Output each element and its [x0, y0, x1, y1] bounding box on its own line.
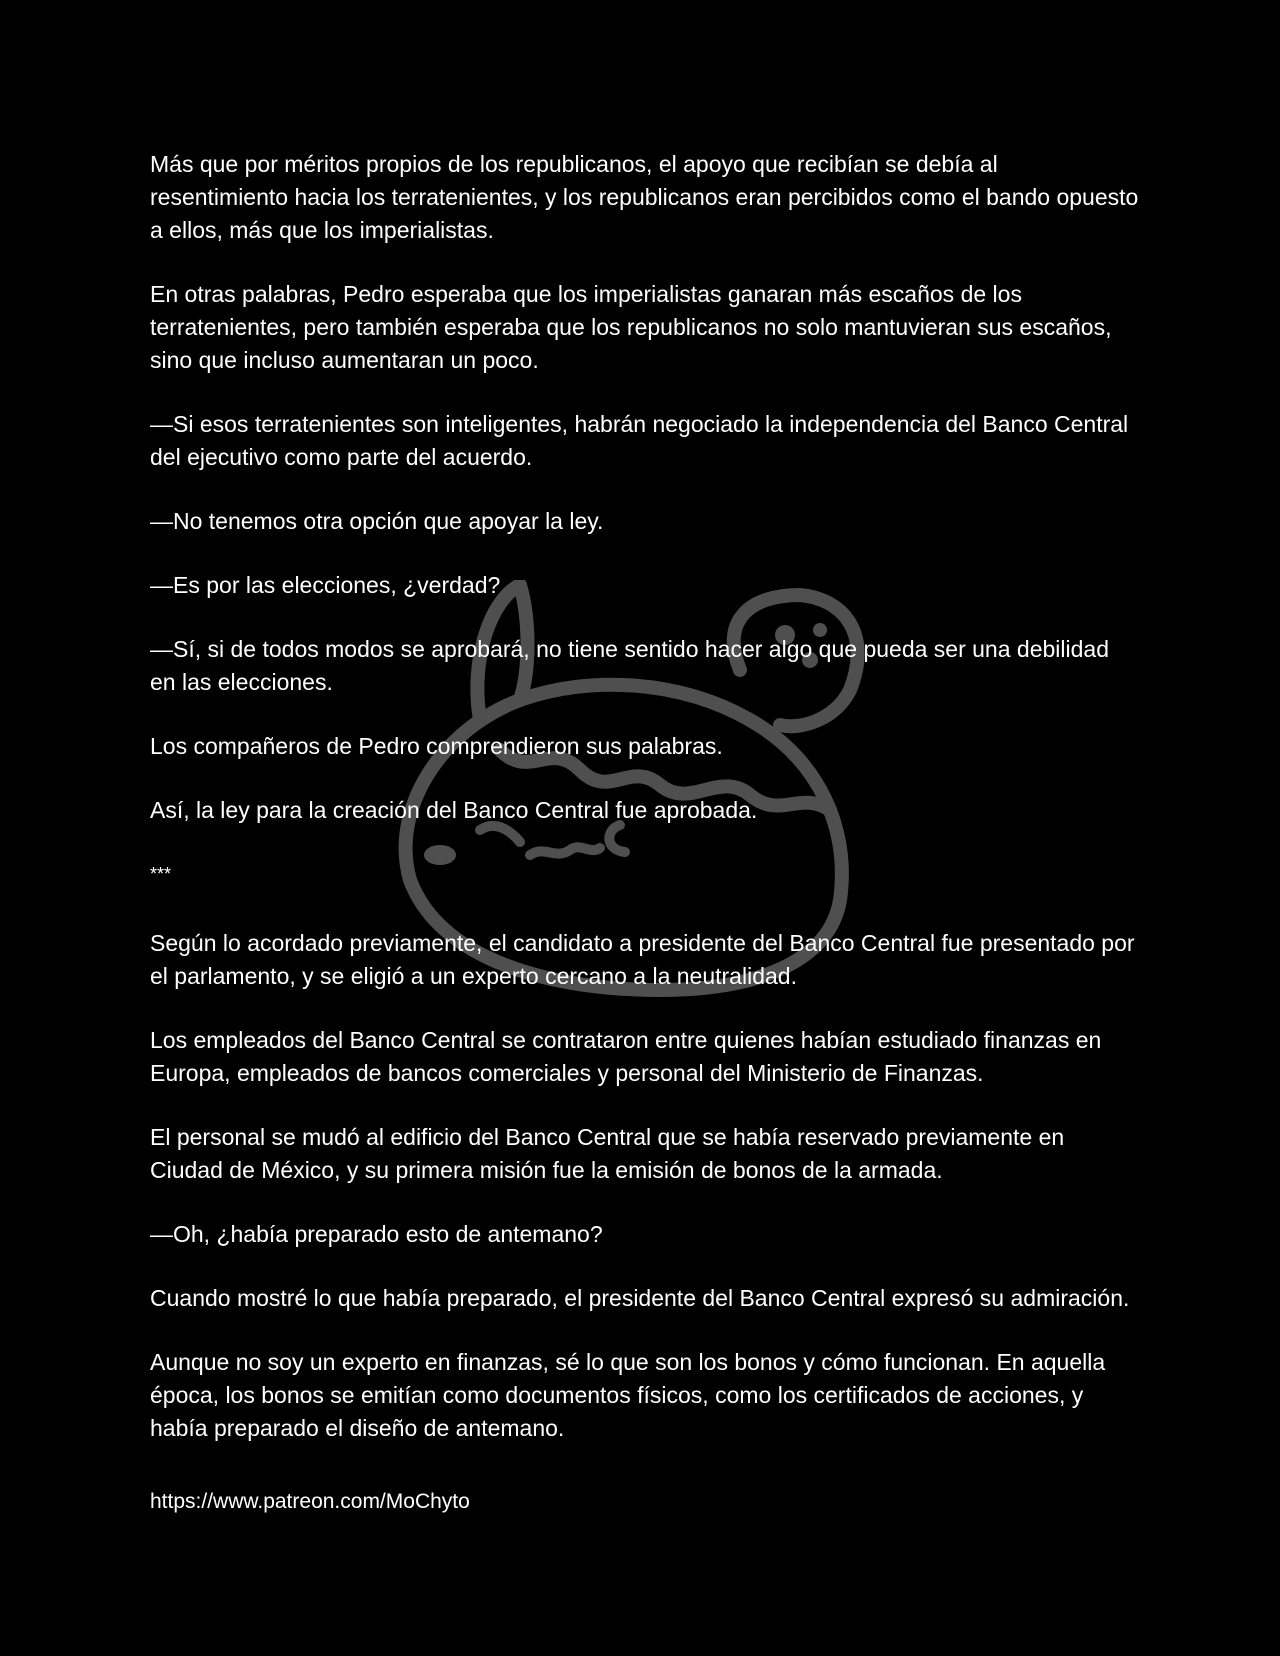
- dialogue-line: —No tenemos otra opción que apoyar la ley.: [150, 508, 604, 534]
- paragraph: Aunque no soy un experto en finanzas, sé lo que son los bonos y cómo funcionan. En aquella época, los bonos se emitían como documentos físicos, como los certificados de acciones, y había preparado el diseño de antemano.: [150, 1349, 1106, 1441]
- paragraph: Según lo acordado previamente, el candidato a presidente del Banco Central fue presentado por el parlamento, y se eligió a un experto cercano a la neutralidad.: [150, 930, 1135, 989]
- dialogue-line: —Oh, ¿había preparado esto de antemano?: [150, 1221, 603, 1247]
- paragraph: Así, la ley para la creación del Banco Central fue aprobada.: [150, 797, 758, 823]
- document-body: [150, 148, 1140, 1549]
- dialogue-line: —Si esos terratenientes son inteligentes, habrán negociado la independencia del Banco Central del ejecutivo como parte del acuerdo.: [150, 411, 1129, 470]
- dialogue-line: —Sí, si de todos modos se aprobará, no tiene sentido hacer algo que pueda ser una debilidad en las elecciones.: [150, 636, 1109, 695]
- paragraph: El personal se mudó al edificio del Banco Central que se había reservado previamente en Ciudad de México, y su primera misión fue la emisión de bonos de la armada.: [150, 1124, 1065, 1183]
- paragraph: Más que por méritos propios de los republicanos, el apoyo que recibían se debía al resentimiento hacia los terratenientes, y los republicanos eran percibidos como el bando opuesto a ellos, más que los imperialistas.: [150, 151, 1139, 243]
- dialogue-line: —Es por las elecciones, ¿verdad?: [150, 572, 501, 598]
- paragraph: Los empleados del Banco Central se contrataron entre quienes habían estudiado finanzas en Europa, empleados de bancos comerciales y personal del Ministerio de Finanzas.: [150, 1027, 1102, 1086]
- section-separator: ***: [150, 864, 172, 884]
- paragraph: Cuando mostré lo que había preparado, el presidente del Banco Central expresó su admiración.: [150, 1285, 1130, 1311]
- paragraph: Los compañeros de Pedro comprendieron sus palabras.: [150, 733, 723, 759]
- patreon-link[interactable]: https://www.patreon.com/MoChyto: [150, 1490, 470, 1513]
- paragraph: En otras palabras, Pedro esperaba que los imperialistas ganaran más escaños de los terratenientes, pero también esperaba que los republicanos no solo mantuvieran sus escaños, sino que incluso aumentaran un poco.: [150, 281, 1112, 373]
